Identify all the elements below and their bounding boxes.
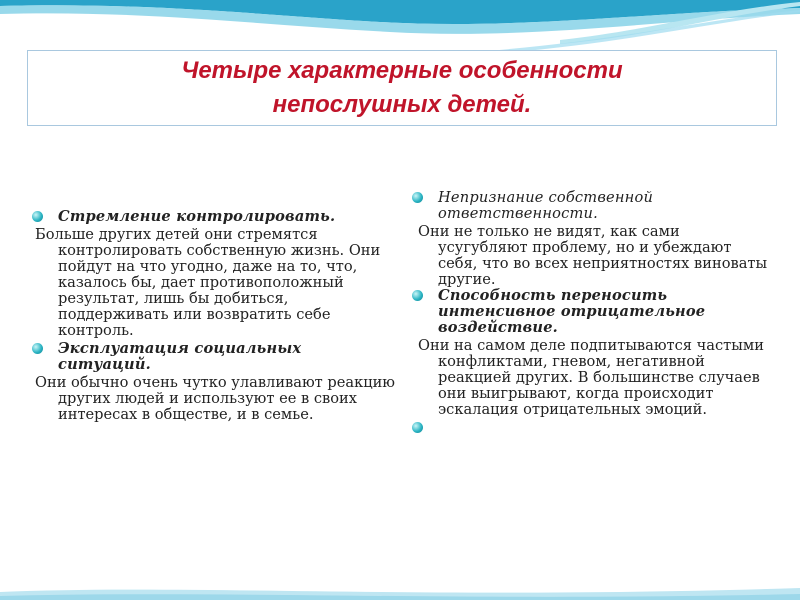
left-item-1-heading: [32, 209, 396, 225]
right-item-1-heading-text: Непризнание собственной ответственности.: [438, 189, 654, 222]
bullet-icon: [412, 290, 423, 301]
right-item-2-heading-text: Способность переносить интенсивное отрицательное воздействие.: [438, 287, 706, 336]
title-box: [27, 50, 777, 126]
left-item-1-heading-text: Стремление контролировать.: [58, 208, 336, 225]
left-item-2-text: Они обычно очень чутко улавливают реакцию других людей и используют ее в своих интересах в обществе, и в семье.: [35, 374, 396, 423]
bullet-icon: [412, 192, 423, 203]
bullet-icon: [32, 211, 43, 222]
right-column: [412, 190, 768, 436]
bullet-icon: [412, 422, 423, 433]
right-item-1-heading: [412, 190, 768, 222]
bottom-wave-decoration: [0, 570, 800, 600]
right-item-2-heading: [412, 288, 768, 336]
left-item-1-text: Больше других детей они стремятся контролировать собственную жизнь. Они пойдут на что угодно, даже на то, что, казалось бы, дает противоположный результат, лишь бы добиться, поддерживать или возвратить себе контроль.: [35, 226, 381, 339]
title-line-2: непослушных детей.: [272, 91, 532, 118]
left-item-2-heading: [32, 341, 396, 373]
right-empty-bullet: [412, 420, 768, 436]
left-column: [32, 209, 396, 423]
title-line-1: Четыре характерные особенности: [181, 57, 623, 84]
right-item-1-text: Они не только не видят, как сами усугубляют проблему, но и убеждают себя, что во всех неприятностях виноваты другие.: [418, 223, 768, 288]
right-item-2-text: Они на самом деле подпитываются частыми конфликтами, гневом, негативной реакцией других. В большинстве случаев они выигрывают, когда происходит эскалация отрицательных эмоций.: [418, 337, 764, 418]
bullet-icon: [32, 343, 43, 354]
left-item-2-heading-text: Эксплуатация социальных ситуаций.: [58, 340, 302, 373]
